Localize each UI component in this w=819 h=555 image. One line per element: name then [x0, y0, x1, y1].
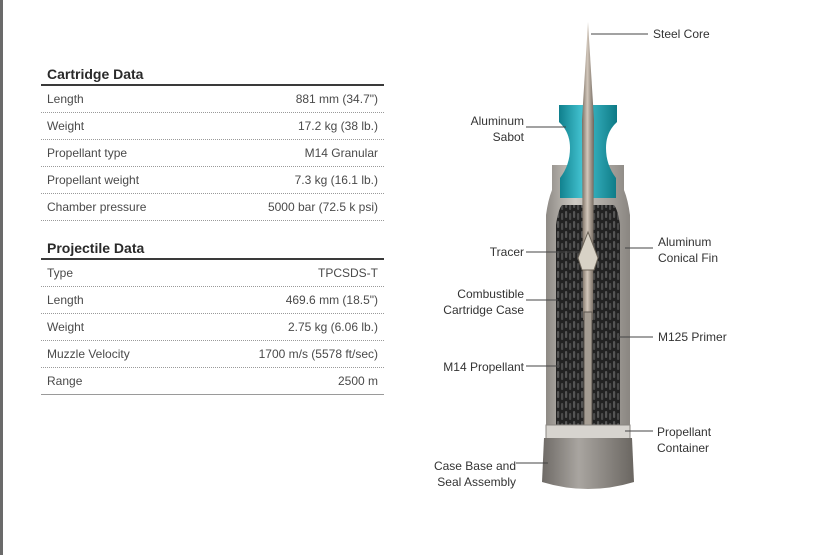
table-row — [41, 314, 384, 341]
label-line: Aluminum — [658, 235, 712, 249]
propellant-container — [546, 425, 630, 439]
row-value: 469.6 mm (18.5") — [285, 293, 378, 307]
label-line: Aluminum — [470, 114, 524, 128]
row-label: Range — [47, 374, 83, 388]
label-m125-primer: M125 Primer — [658, 330, 727, 344]
label-tracer: Tracer — [489, 245, 524, 259]
row-label: Muzzle Velocity — [47, 347, 130, 361]
table-row — [41, 287, 384, 314]
row-value: M14 Granular — [304, 146, 378, 160]
row-label: Weight — [47, 119, 85, 133]
table-row — [41, 341, 384, 368]
row-label: Propellant type — [47, 146, 128, 160]
label-line: Combustible — [457, 287, 524, 301]
cartridge-diagram — [420, 0, 819, 555]
row-value: TPCSDS-T — [318, 266, 378, 280]
table-row — [41, 194, 384, 221]
table-row — [41, 368, 384, 395]
label-line: Propellant — [657, 425, 712, 439]
label-aluminum-sabot — [456, 113, 524, 145]
data-tables — [41, 62, 384, 395]
label-line: Case Base and — [433, 459, 516, 473]
cartridge-data-title: Cartridge Data — [41, 62, 384, 86]
row-label: Chamber pressure — [47, 200, 147, 214]
label-propellant-container — [657, 424, 711, 456]
label-line: Cartridge Case — [443, 303, 524, 317]
label-line: Conical Fin — [658, 251, 719, 265]
row-value: 1700 m/s (5578 ft/sec) — [258, 347, 378, 361]
row-value: 17.2 kg (38 lb.) — [297, 119, 378, 133]
table-row — [41, 167, 384, 194]
table-row — [41, 86, 384, 113]
row-value: 2.75 kg (6.06 lb.) — [287, 320, 378, 334]
projectile-data-table — [41, 260, 384, 395]
row-label: Length — [47, 293, 84, 307]
cartridge-data-table — [41, 86, 384, 221]
label-line: Seal Assembly — [437, 475, 516, 489]
case-base-seal — [542, 438, 634, 489]
m125-primer-tube — [584, 312, 592, 438]
row-label: Weight — [47, 320, 85, 334]
row-value: 5000 bar (72.5 k psi) — [267, 200, 378, 214]
row-label: Type — [47, 266, 74, 280]
window-left-border — [0, 0, 3, 555]
row-label: Propellant weight — [47, 173, 140, 187]
table-row — [41, 260, 384, 287]
row-value: 7.3 kg (16.1 lb.) — [294, 173, 378, 187]
label-case-base-seal-assembly — [420, 458, 516, 490]
label-line: Sabot — [492, 130, 524, 144]
label-line: Container — [657, 441, 710, 455]
table-row — [41, 140, 384, 167]
row-label: Length — [47, 92, 84, 106]
label-m14-propellant: M14 Propellant — [443, 360, 524, 374]
label-aluminum-conical-fin — [658, 234, 718, 266]
row-value: 2500 m — [337, 374, 378, 388]
projectile-data-title: Projectile Data — [41, 236, 384, 260]
table-row — [41, 113, 384, 140]
label-steel-core: Steel Core — [653, 27, 710, 41]
row-value: 881 mm (34.7") — [295, 92, 378, 106]
steel-core-penetrator — [582, 22, 594, 320]
label-combustible-cartridge-case — [420, 286, 524, 318]
